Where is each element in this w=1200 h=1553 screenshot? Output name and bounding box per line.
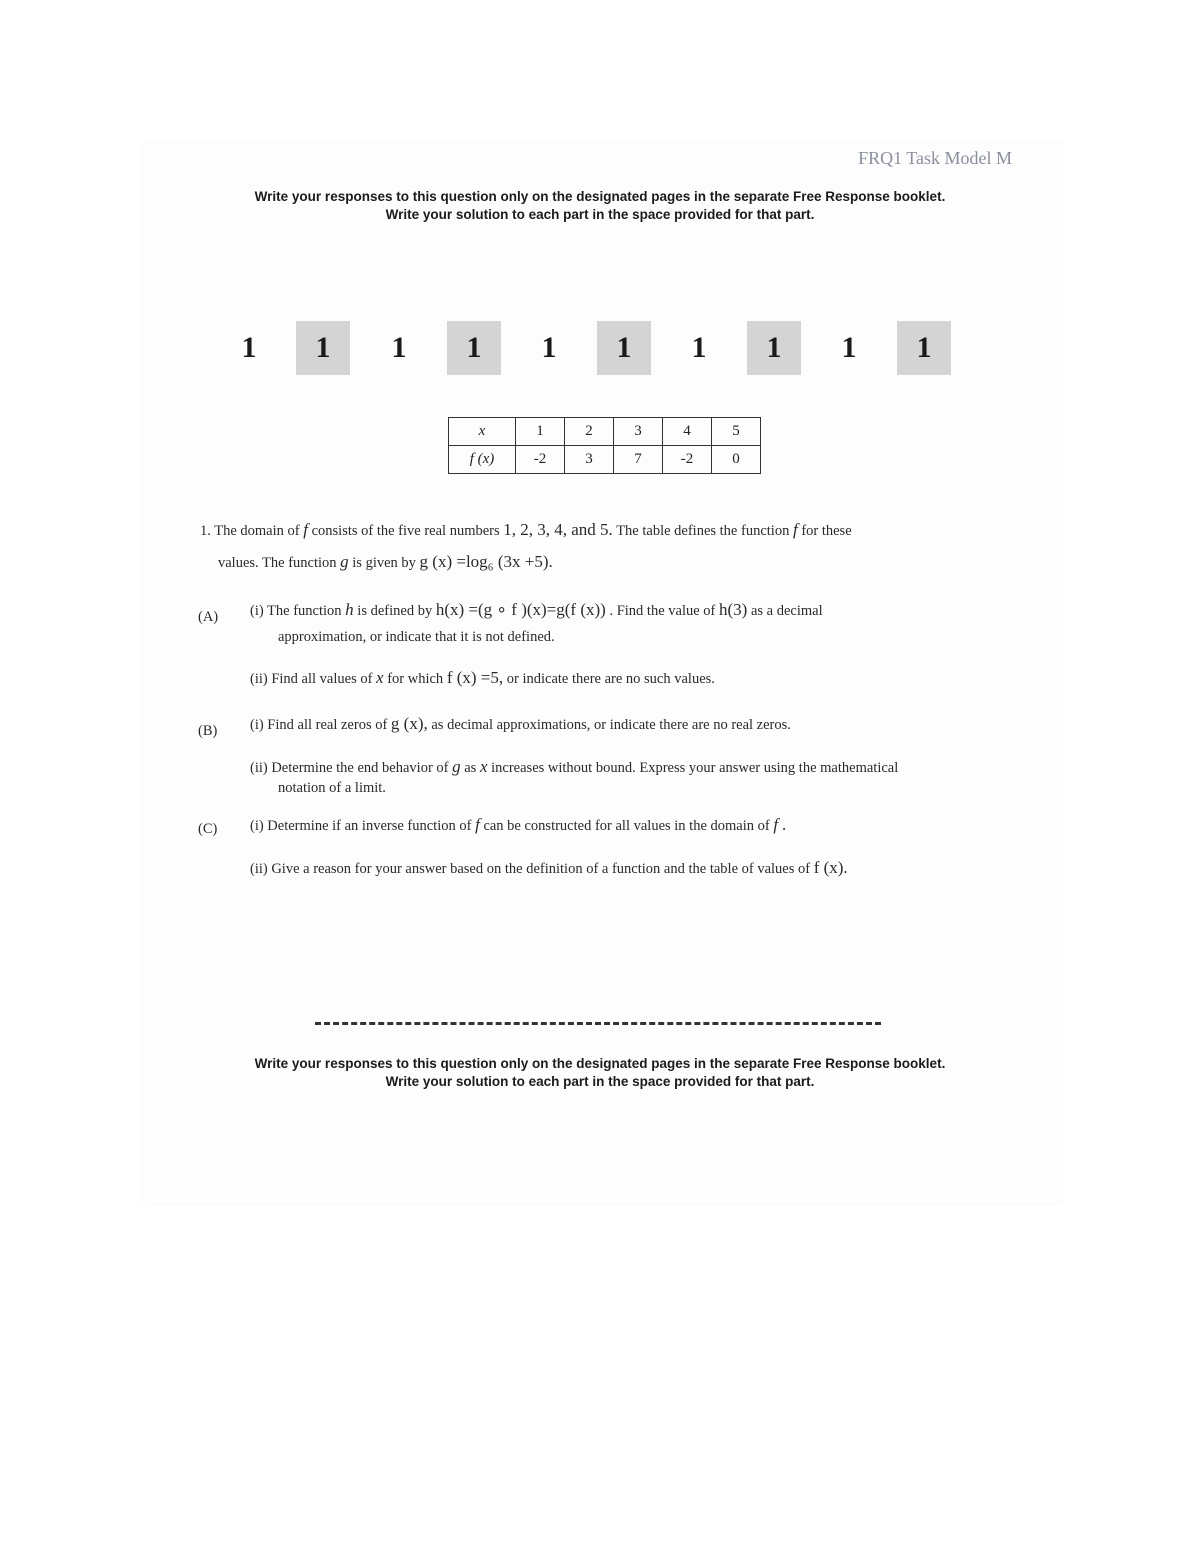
instructions-top	[0, 188, 1200, 224]
part-text: (ii) Find all values of	[250, 671, 373, 687]
part-b-tag: (B)	[198, 723, 218, 739]
page-marker-shaded: 1	[747, 321, 801, 375]
table-cell: 4	[663, 418, 712, 446]
function-values-table	[448, 417, 761, 474]
g-definition: g (x) =log₆ (3x +5).	[419, 552, 553, 571]
part-text: (ii) Determine the end behavior of	[250, 760, 449, 776]
page-marker-shaded: 1	[597, 321, 651, 375]
page-marker: 1	[841, 331, 857, 364]
table-cell: 3	[565, 446, 614, 474]
part-text: . Find the value of	[609, 603, 716, 619]
intro-text: consists of the five real numbers	[311, 523, 500, 539]
intro-text: values. The function	[218, 555, 337, 571]
part-text: for which	[387, 671, 444, 687]
dashed-divider	[315, 1022, 881, 1025]
part-text: or indicate there are no such values.	[506, 671, 715, 687]
math-x: x	[479, 757, 488, 776]
part-a-ii	[250, 668, 715, 688]
math-gx: g (x),	[390, 714, 428, 733]
part-c-ii	[250, 858, 848, 878]
table-cell: 7	[614, 446, 663, 474]
math-h: h	[345, 600, 354, 619]
part-c-tag: (C)	[198, 821, 218, 837]
page-marker: 1	[241, 331, 257, 364]
instructions-line-1: Write your responses to this question only on the designated pages in the separate Free Response booklet.	[254, 189, 946, 204]
table-row	[449, 446, 761, 474]
part-text: as	[464, 760, 477, 776]
page-marker-row	[222, 321, 952, 377]
math-fx: f (x).	[813, 858, 848, 877]
question-intro-line-1	[200, 520, 852, 540]
math-x: x	[376, 668, 384, 687]
part-a-i	[250, 600, 823, 620]
part-b-ii	[250, 757, 898, 777]
instructions-line-2: Write your solution to each part in the space provided for that part.	[385, 207, 815, 222]
part-text: as a decimal	[750, 603, 823, 619]
table-cell: -2	[516, 446, 565, 474]
table-header-fx: f (x)	[449, 446, 516, 474]
instructions-line-1: Write your responses to this question only on the designated pages in the separate Free Response booklet.	[254, 1056, 946, 1071]
math-g: g	[452, 757, 461, 776]
page-marker-shaded: 1	[296, 321, 350, 375]
part-text: (i) The function	[250, 603, 342, 619]
table-cell: -2	[663, 446, 712, 474]
intro-text: for these	[801, 523, 852, 539]
page-marker: 1	[691, 331, 707, 364]
table-cell: 3	[614, 418, 663, 446]
part-text: is defined by	[357, 603, 433, 619]
page-marker: 1	[541, 331, 557, 364]
table-cell: 0	[712, 446, 761, 474]
math-f: f	[475, 815, 480, 834]
part-b-i	[250, 714, 791, 734]
task-model-label: FRQ1 Task Model M	[858, 148, 1012, 168]
part-a-tag: (A)	[198, 609, 219, 625]
part-c-i	[250, 815, 787, 835]
h-definition: h(x) =(g ∘ f )(x)=g(f (x))	[435, 600, 606, 619]
intro-text: The table defines the function	[616, 523, 790, 539]
math-f: f	[303, 520, 308, 539]
part-text: (i) Find all real zeros of	[250, 717, 388, 733]
math-g: g	[340, 552, 349, 571]
page-marker-shaded: 1	[897, 321, 951, 375]
table-header-x: x	[449, 418, 516, 446]
question-intro-line-2	[218, 552, 553, 572]
part-text: as decimal approximations, or indicate there are no real zeros.	[431, 717, 791, 733]
page-marker: 1	[391, 331, 407, 364]
part-a-i-cont: approximation, or indicate that it is not defined.	[278, 629, 555, 645]
math-h3: h(3)	[719, 600, 748, 619]
domain-values: 1, 2, 3, 4, and 5.	[503, 520, 613, 539]
part-text: (ii) Give a reason for your answer based on the definition of a function and the table of values of	[250, 861, 811, 877]
table-cell: 2	[565, 418, 614, 446]
part-text: increases without bound. Express your answer using the mathematical	[491, 760, 899, 776]
table-row	[449, 418, 761, 446]
table-cell: 1	[516, 418, 565, 446]
table-cell: 5	[712, 418, 761, 446]
page-marker-shaded: 1	[447, 321, 501, 375]
math-f: f	[792, 520, 798, 539]
intro-text: is given by	[352, 555, 416, 571]
part-b-ii-cont: notation of a limit.	[278, 780, 386, 796]
fx-equation: f (x) =5,	[446, 668, 504, 687]
instructions-line-2: Write your solution to each part in the space provided for that part.	[385, 1074, 815, 1089]
instructions-bottom	[0, 1055, 1200, 1091]
math-f: f .	[773, 815, 787, 834]
part-text: can be constructed for all values in the domain of	[483, 818, 770, 834]
intro-text: 1. The domain of	[200, 523, 300, 539]
part-text: (i) Determine if an inverse function of	[250, 818, 472, 834]
